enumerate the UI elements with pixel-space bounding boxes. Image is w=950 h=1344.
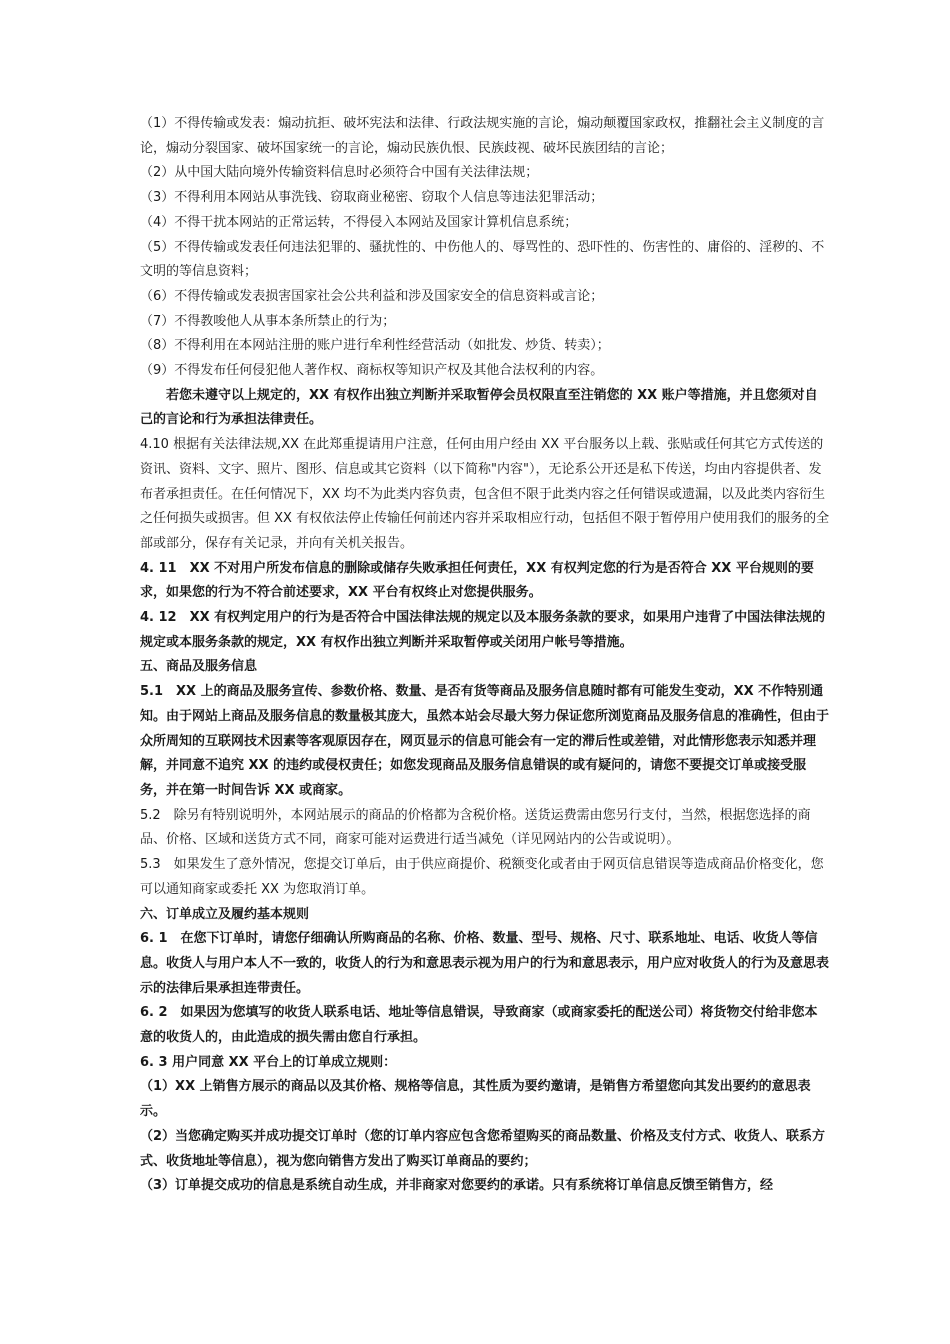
paragraph: （2）从中国大陆向境外传输资料信息时必须符合中国有关法律法规； <box>140 165 539 181</box>
paragraph: （2）当您确定购买并成功提交订单时（您的订单内容应包含您希望购买的商品数量、价格及支付方式、收货人、联系方式、收货地址等信息），视为您向销售方发出了购买订单商品的要约； <box>140 1128 826 1169</box>
paragraph: （5）不得传输或发表任何违法犯罪的、骚扰性的、中伤他人的、辱骂性的、恐吓性的、伤害性的、庸俗的、淫秽的、不文明的等信息资料； <box>140 239 825 280</box>
paragraph: 4.10 根据有关法律法规,XX 在此郑重提请用户注意，任何由用户经由 XX 平台服务以上载、张贴或任何其它方式传送的资讯、资料、文字、照片、图形、信息或其它资料（以下简称"内容"），无论系公开还是私下传送，均由内容提供者、发布者承担责任。在任何情况下，XX 均不为此类内容负责，包含但不限于此类内容之任何错误或遗漏，以及此类内容衍生之任何损失或损害。但 XX 有权依法停止传输任何前述内容并采取相应行动，包括但不限于暂停用户使用我们的服务的全部或部分，保存有关记录，并向有关机关报告。 <box>140 437 830 551</box>
paragraph: 5.1 XX 上的商品及服务宣传、参数价格、数量、是否有货等商品及服务信息随时都有可能发生变动，XX 不作特别通知。由于网站上商品及服务信息的数量极其庞大，虽然本站会尽最大努力保证您所浏览商品及服务信息的准确性，但由于众所周知的互联网技术因素等客观原因存在，网页显示的信息可能会有一定的滞后性或差错，对此情形您表示知悉并理解，并同意不追究 XX 的违约或侵权责任；如您发现商品及服务信息错误的或有疑问的，请您不要提交订单或接受服务，并在第一时间告诉 XX 或商家。 <box>140 684 830 798</box>
paragraph: （6）不得传输或发表损害国家社会公共利益和涉及国家安全的信息资料或言论； <box>140 288 604 304</box>
paragraph: 5.2 除另有特别说明外，本网站展示的商品的价格都为含税价格。送货运费需由您另行支付，当然，根据您选择的商品、价格、区域和送货方式不同，商家可能对运费进行适当减免（详见网站内的公告或说明）。 <box>140 807 811 848</box>
document-body <box>140 112 830 1199</box>
paragraph: （7）不得教唆他人从事本条所禁止的行为； <box>140 313 396 329</box>
paragraph: 4. 11 XX 不对用户所发布信息的删除或储存失败承担任何责任，XX 有权判定您的行为是否符合 XX 平台规则的要求，如果您的行为不符合前述要求，XX 平台有权终止对您提供服务。 <box>140 560 814 601</box>
paragraph: （3）不得利用本网站从事洗钱、窃取商业秘密、窃取个人信息等违法犯罪活动； <box>140 190 604 206</box>
paragraph: 六、订单成立及履约基本规则 <box>140 906 310 922</box>
paragraph: 6. 3 用户同意 XX 平台上的订单成立规则： <box>140 1054 397 1070</box>
paragraph: （1）XX 上销售方展示的商品以及其价格、规格等信息，其性质为要约邀请，是销售方希望您向其发出要约的意思表示。 <box>140 1079 811 1120</box>
paragraph: （1）不得传输或发表：煽动抗拒、破坏宪法和法律、行政法规实施的言论，煽动颠覆国家政权，推翻社会主义制度的言论，煽动分裂国家、破坏国家统一的言论，煽动民族仇恨、民族歧视、破坏民族团结的言论； <box>140 116 825 156</box>
paragraph: 6. 1 在您下订单时，请您仔细确认所购商品的名称、价格、数量、型号、规格、尺寸、联系地址、电话、收货人等信息。收货人与用户本人不一致的，收货人的行为和意思表示视为用户的行为和意思表示，用户应对收货人的行为及意思表示的法律后果承担连带责任。 <box>140 931 830 996</box>
paragraph: （4）不得干扰本网站的正常运转，不得侵入本网站及国家计算机信息系统； <box>140 214 578 230</box>
paragraph: 五、商品及服务信息 <box>140 659 258 675</box>
paragraph: 4. 12 XX 有权判定用户的行为是否符合中国法律法规的规定以及本服务条款的要求，如果用户违背了中国法律法规的规定或本服务条款的规定，XX 有权作出独立判断并采取暂停或关闭用户帐号等措施。 <box>140 610 826 650</box>
paragraph: 6. 2 如果因为您填写的收货人联系电话、地址等信息错误，导致商家（或商家委托的配送公司）将货物交付给非您本意的收货人的，由此造成的损失需由您自行承担。 <box>140 1005 818 1046</box>
paragraph: 5.3 如果发生了意外情况，您提交订单后，由于供应商提价、税额变化或者由于网页信息错误等造成商品价格变化，您可以通知商家或委托 XX 为您取消订单。 <box>140 857 824 897</box>
paragraph: （3）订单提交成功的信息是系统自动生成，并非商家对您要约的承诺。只有系统将订单信息反馈至销售方，经 <box>140 1178 774 1194</box>
paragraph: （8）不得利用在本网站注册的账户进行牟利性经营活动（如批发、炒货、转卖）； <box>140 338 610 354</box>
paragraph: 若您未遵守以上规定的，XX 有权作出独立判断并采取暂停会员权限直至注销您的 XX 账户等措施，并且您须对自己的言论和行为承担法律责任。 <box>140 387 818 428</box>
paragraph: （9）不得发布任何侵犯他人著作权、商标权等知识产权及其他合法权利的内容。 <box>140 363 604 379</box>
